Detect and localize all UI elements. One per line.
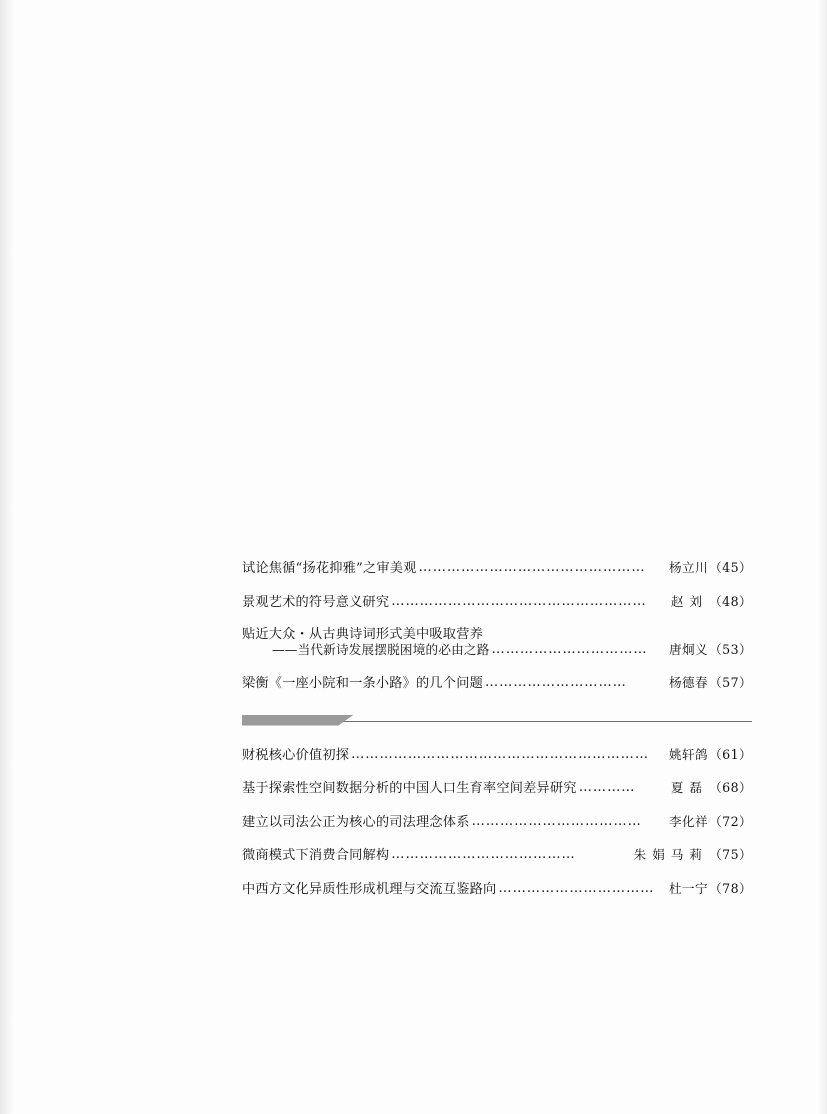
toc-entry-page: （68） <box>709 780 752 795</box>
toc-entry-author: 杨立川 <box>669 560 708 575</box>
toc-entry[interactable] <box>242 881 752 899</box>
toc-entry[interactable] <box>242 675 752 693</box>
toc-entry-author: 李化祥 <box>669 813 708 829</box>
dot-leader: ……………………………………………………… <box>351 746 650 762</box>
toc-entry-author: 杜一宁 <box>669 880 708 896</box>
toc-entry-author-page <box>669 881 752 897</box>
toc-entry-title: 试论焦循“扬花抑雅”之审美观 <box>242 561 417 576</box>
toc-entry[interactable] <box>242 780 752 798</box>
toc-entry-author-page <box>671 780 752 796</box>
toc-entry-title: 梁衡《一座小院和一条小路》的几个问题 <box>242 676 483 691</box>
toc-entry-page: （72） <box>709 813 752 829</box>
divider-tab <box>242 715 354 726</box>
toc-entry-page: （53） <box>709 641 752 657</box>
toc-entry-subtitle: ——当代新诗发展摆脱困境的必由之路 <box>272 641 490 657</box>
toc-entry-title: 财税核心价值初探 <box>242 747 350 763</box>
toc-entry[interactable] <box>242 594 752 612</box>
toc-entry-author-page <box>669 675 752 691</box>
dot-leader: ……………………………… <box>471 813 642 829</box>
dot-leader: ……………………………………………… <box>391 593 647 609</box>
toc-entry-page: （75） <box>709 847 752 862</box>
toc-entry-author-page <box>669 560 752 576</box>
table-of-contents <box>242 560 752 898</box>
dot-leader: ………………………………… <box>391 847 576 862</box>
toc-section-1 <box>242 560 752 693</box>
toc-entry-author: 朱娟马莉 <box>633 847 708 862</box>
toc-entry-author: 杨德春 <box>669 675 708 690</box>
toc-entry-author: 夏磊 <box>670 780 708 795</box>
dot-leader: …………………………… <box>498 880 655 896</box>
section-divider <box>242 715 752 727</box>
toc-entry-continuation[interactable] <box>242 642 752 660</box>
toc-entry[interactable] <box>242 847 752 865</box>
dot-leader: ………………………… <box>484 675 627 690</box>
toc-entry-author-page <box>671 594 752 610</box>
toc-entry-author-page <box>669 814 752 830</box>
toc-entry[interactable] <box>242 747 752 765</box>
toc-entry-title: 景观艺术的符号意义研究 <box>242 594 390 610</box>
toc-entry-author: 姚轩鸽 <box>669 746 708 762</box>
dot-leader: …………………………… <box>491 641 648 657</box>
toc-entry[interactable] <box>242 814 752 832</box>
toc-entry-title: 贴近大众・从古典诗词形式美中吸取营养 <box>242 627 483 642</box>
toc-entry-page: （78） <box>709 880 752 896</box>
toc-entry-author: 赵刘 <box>670 593 708 609</box>
toc-entry-author-page <box>669 642 752 658</box>
toc-entry-page: （45） <box>709 560 752 575</box>
toc-entry-page: （48） <box>709 593 752 609</box>
toc-entry-group[interactable] <box>242 627 752 659</box>
toc-entry-page: （61） <box>709 746 752 762</box>
toc-entry-page: （57） <box>709 675 752 690</box>
dot-leader: ………… <box>578 780 636 795</box>
toc-entry-author-page <box>669 747 752 763</box>
toc-entry-author-page <box>634 847 752 863</box>
toc-entry-title: 建立以司法公正为核心的司法理念体系 <box>242 814 470 830</box>
toc-entry-title: 基于探索性空间数据分析的中国人口生育率空间差异研究 <box>242 781 577 796</box>
toc-entry-title: 微商模式下消费合同解构 <box>242 848 390 863</box>
toc-entry[interactable] <box>242 560 752 578</box>
toc-section-2 <box>242 747 752 899</box>
dot-leader: ………………………………………… <box>418 560 646 575</box>
toc-entry-title: 中西方文化异质性形成机理与交流互鉴路向 <box>242 881 497 897</box>
toc-entry-author: 唐炯义 <box>669 641 708 657</box>
